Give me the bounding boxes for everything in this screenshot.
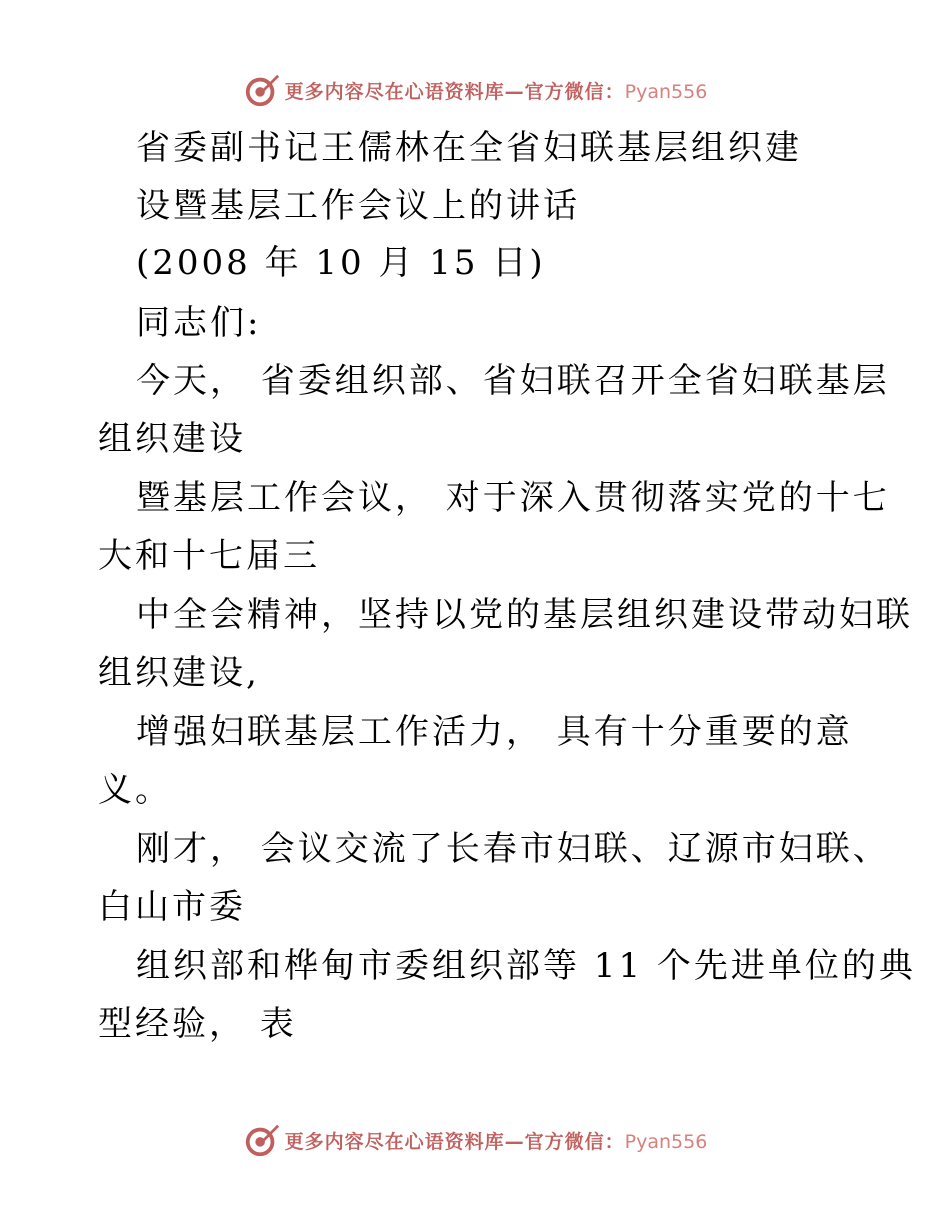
paragraph-line: 增强妇联基层工作活力， 具有十分重要的意 — [136, 712, 853, 752]
document-title-line-2: 设暨基层工作会议上的讲话 — [136, 186, 580, 226]
paragraph-line: 白山市委 — [98, 887, 246, 927]
watermark-wechat-id: Pyan556 — [624, 1130, 708, 1153]
paragraph-line: 刚才， 会议交流了长春市妇联、辽源市妇联、 — [136, 829, 890, 869]
paragraph-line: 组织建设 — [98, 419, 246, 459]
document-date: (2008 年 10 月 15 日) — [136, 243, 546, 283]
paragraph-line: 型经验， 表 — [98, 1004, 297, 1044]
salutation: 同志们: — [136, 303, 262, 343]
quill-seal-logo-icon — [243, 1121, 281, 1159]
watermark-site-text: 更多内容尽在心语资料库—官方微信： — [284, 80, 625, 103]
watermark-site-text: 更多内容尽在心语资料库—官方微信： — [284, 1130, 625, 1153]
paragraph-line: 中全会精神，坚持以党的基层组织建设带动妇联 — [136, 595, 913, 635]
quill-seal-logo-icon — [243, 71, 281, 109]
paragraph-line: 今天， 省委组织部、省妇联召开全省妇联基层 — [136, 361, 890, 401]
footer-watermark — [0, 1120, 950, 1160]
watermark-wechat-id: Pyan556 — [624, 80, 708, 103]
paragraph-line: 暨基层工作会议， 对于深入贯彻落实党的十七 — [136, 478, 890, 518]
header-watermark — [0, 70, 950, 110]
paragraph-line: 组织建设, — [98, 653, 260, 693]
document-title-line-1: 省委副书记王儒林在全省妇联基层组织建 — [136, 128, 802, 168]
paragraph-line: 组织部和桦甸市委组织部等 11 个先进单位的典 — [136, 946, 916, 986]
paragraph-line: 义。 — [98, 770, 172, 810]
paragraph-line: 大和十七届三 — [98, 536, 320, 576]
